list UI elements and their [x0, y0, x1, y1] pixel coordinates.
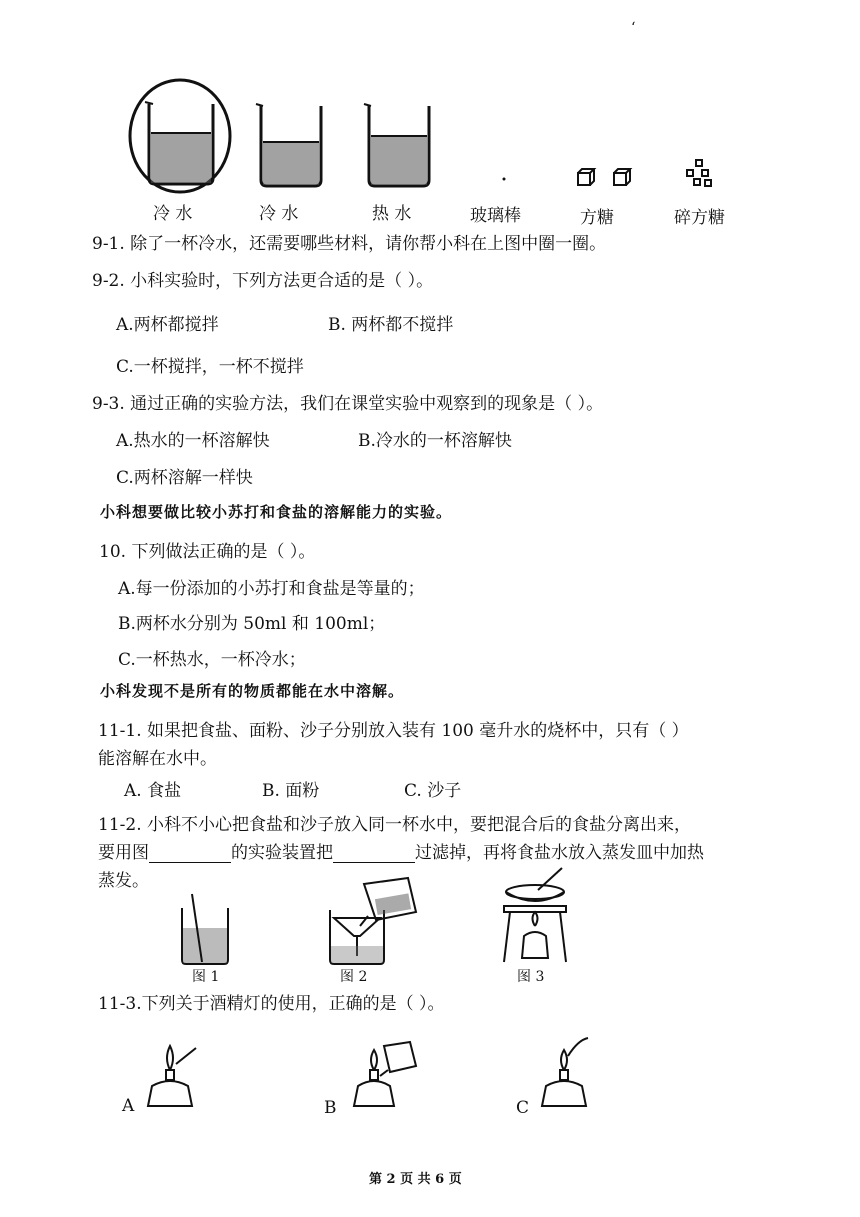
note-baking-soda-salt: 小科想要做比较小苏打和食盐的溶解能力的实验。 — [100, 503, 453, 521]
option-10-b[interactable]: B.两杯水分别为 50ml 和 100ml； — [118, 614, 386, 634]
lamp-label-c: C — [516, 1098, 530, 1118]
answer-blank-figure[interactable] — [149, 844, 231, 863]
option-11-1-a[interactable]: A. 食盐 — [124, 781, 182, 801]
option-10-c[interactable]: C.一杯热水，一杯冷水； — [118, 650, 306, 670]
figure-2-filtering-setup — [324, 876, 420, 968]
option-9-3-a[interactable]: A.热水的一杯溶解快 — [116, 431, 270, 451]
question-11-3: 11-3.下列关于酒精灯的使用，正确的是（ ）。 — [98, 994, 445, 1014]
figure-1-label: 图 1 — [192, 969, 220, 985]
question-11-2-line2 — [98, 838, 704, 863]
question-11-2-text-c: 过滤掉，再将食盐水放入蒸发皿中加热 — [415, 843, 704, 863]
question-11-2-line1: 11-2. 小科不小心把食盐和沙子放入同一杯水中，要把混合后的食盐分离出来， — [98, 815, 691, 835]
option-9-2-b[interactable]: B. 两杯都不搅拌 — [328, 315, 454, 335]
figure-2-label: 图 2 — [340, 969, 368, 985]
question-11-1: 11-1. 如果把食盐、面粉、沙子分别放入装有 100 毫升水的烧杯中，只有（ ） — [98, 721, 689, 741]
lamp-label-a: A — [122, 1096, 135, 1116]
option-11-1-b[interactable]: B. 面粉 — [262, 781, 320, 801]
label-cold-water-2: 冷 水 — [259, 204, 299, 224]
hot-water-beaker — [361, 100, 437, 190]
sugar-cube-icon — [576, 168, 636, 188]
question-9-3: 9-3. 通过正确的实验方法，我们在课堂实验中观察到的现象是（ ）。 — [92, 394, 604, 414]
cold-water-beaker-circled[interactable] — [127, 78, 237, 196]
crushed-sugar-icon — [684, 158, 716, 190]
figure-3-label: 图 3 — [517, 969, 545, 985]
label-cold-water-1: 冷 水 — [153, 204, 193, 224]
question-11-2-text-b: 的实验装置把 — [231, 843, 333, 863]
option-10-a[interactable]: A.每一份添加的小苏打和食盐是等量的； — [118, 579, 425, 599]
figure-1-stirring-beaker — [176, 892, 234, 968]
figure-3-evaporation-setup — [500, 866, 570, 966]
option-9-3-b[interactable]: B.冷水的一杯溶解快 — [358, 431, 512, 451]
glass-rod-dot — [501, 176, 507, 182]
option-11-1-c[interactable]: C. 沙子 — [404, 781, 462, 801]
question-11-2-line3: 蒸发。 — [98, 871, 149, 891]
question-9-1: 9-1. 除了一杯冷水，还需要哪些材料，请你帮小科在上图中圈一圈。 — [92, 234, 607, 254]
option-9-3-c[interactable]: C.两杯溶解一样快 — [116, 468, 253, 488]
question-11-1-line2: 能溶解在水中。 — [98, 749, 217, 769]
question-11-2-text-a: 要用图 — [98, 843, 149, 863]
answer-blank-substance[interactable] — [333, 844, 415, 863]
page-footer: 第 2 页 共 6 页 — [369, 1172, 462, 1187]
stray-mark: ‘ — [631, 20, 636, 36]
note-not-all-dissolve: 小科发现不是所有的物质都能在水中溶解。 — [100, 682, 405, 700]
label-glass-rod: 玻璃棒 — [470, 206, 521, 226]
alcohol-lamp-option-b[interactable] — [340, 1036, 420, 1112]
question-9-2: 9-2. 小科实验时，下列方法更合适的是（ ）。 — [92, 271, 434, 291]
option-9-2-c[interactable]: C.一杯搅拌，一杯不搅拌 — [116, 357, 304, 377]
option-9-2-a[interactable]: A.两杯都搅拌 — [116, 315, 219, 335]
question-10: 10. 下列做法正确的是（ ）。 — [99, 542, 316, 562]
label-hot-water: 热 水 — [372, 204, 412, 224]
label-crushed-sugar: 碎方糖 — [674, 208, 725, 228]
lamp-label-b: B — [324, 1098, 337, 1118]
cold-water-beaker — [253, 100, 329, 190]
alcohol-lamp-option-c[interactable] — [534, 1034, 594, 1112]
label-sugar-cube: 方糖 — [580, 208, 614, 228]
alcohol-lamp-option-a[interactable] — [140, 1040, 200, 1112]
